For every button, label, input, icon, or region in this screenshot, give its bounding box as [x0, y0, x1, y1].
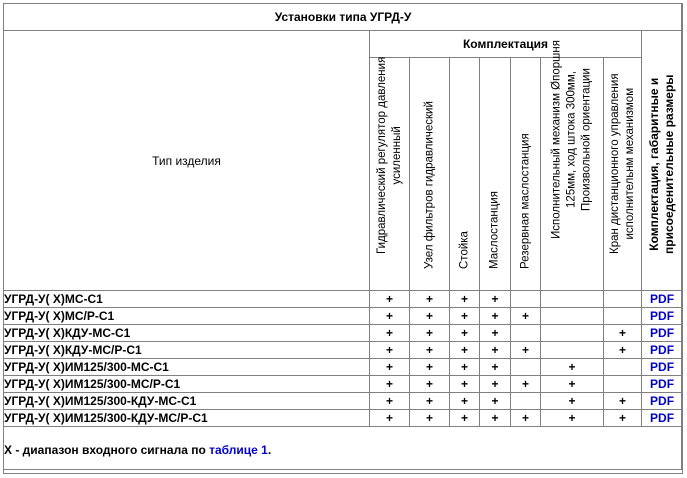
- mark-cell: +: [410, 342, 450, 359]
- product-name: УГРД-У( Х)ИМ125/300-КДУ-МС/Р-С1: [4, 410, 370, 427]
- column-header-3: [450, 58, 480, 291]
- mark-cell: +: [480, 359, 511, 376]
- mark-cell: +: [450, 291, 480, 308]
- mark-cell: +: [480, 291, 511, 308]
- product-name: УГРД-У( Х)ИМ125/300-МС/Р-С1: [4, 376, 370, 393]
- mark-cell: +: [541, 359, 604, 376]
- footnote-suffix: .: [267, 443, 272, 457]
- dims-header-line1: Комплектация, габаритные и: [647, 77, 662, 251]
- column-header-1: [370, 58, 410, 291]
- column-header-5: [511, 58, 541, 291]
- mark-cell: +: [450, 376, 480, 393]
- column-header-2-line1: Узел фильтров гидравлический: [423, 101, 435, 269]
- mark-cell: +: [410, 410, 450, 427]
- table-row: [4, 410, 683, 427]
- pdf-link[interactable]: PDF: [650, 394, 675, 408]
- mark-cell: [541, 308, 604, 325]
- column-header-7-line2: исполнительнм механизмом: [623, 87, 636, 240]
- mark-cell: +: [370, 325, 410, 342]
- mark-cell: +: [370, 376, 410, 393]
- mark-cell: +: [480, 410, 511, 427]
- table-row: [4, 376, 683, 393]
- mark-cell: +: [410, 393, 450, 410]
- mark-cell: +: [604, 325, 642, 342]
- mark-cell: +: [511, 308, 541, 325]
- pdf-cell: [642, 376, 683, 393]
- mark-cell: +: [604, 393, 642, 410]
- product-name: УГРД-У( Х)ИМ125/300-МС-С1: [4, 359, 370, 376]
- table-row: [4, 393, 683, 410]
- mark-cell: +: [370, 342, 410, 359]
- mark-cell: +: [410, 376, 450, 393]
- type-header: Тип изделия: [4, 31, 370, 291]
- pdf-link[interactable]: PDF: [650, 292, 675, 306]
- mark-cell: +: [541, 376, 604, 393]
- mark-cell: +: [541, 410, 604, 427]
- product-name: УГРД-У( Х)МС-С1: [4, 291, 370, 308]
- mark-cell: +: [450, 393, 480, 410]
- table-row: [4, 291, 683, 308]
- mark-cell: +: [370, 291, 410, 308]
- mark-cell: +: [450, 359, 480, 376]
- pdf-link[interactable]: PDF: [650, 377, 675, 391]
- pdf-cell: [642, 393, 683, 410]
- mark-cell: +: [370, 393, 410, 410]
- pdf-cell: [642, 325, 683, 342]
- column-header-2: [410, 58, 450, 291]
- mark-cell: +: [370, 359, 410, 376]
- pdf-cell: [642, 410, 683, 427]
- column-header-5-line1: Резервная маслостанция: [519, 133, 531, 269]
- mark-cell: [541, 325, 604, 342]
- mark-cell: +: [604, 410, 642, 427]
- dims-header: [642, 31, 683, 291]
- mark-cell: +: [370, 308, 410, 325]
- mark-cell: +: [450, 410, 480, 427]
- table-row: [4, 359, 683, 376]
- mark-cell: +: [480, 342, 511, 359]
- product-name: УГРД-У( Х)КДУ-МС/Р-С1: [4, 342, 370, 359]
- mark-cell: +: [410, 359, 450, 376]
- table-row: [4, 325, 683, 342]
- mark-cell: [604, 359, 642, 376]
- mark-cell: +: [410, 325, 450, 342]
- mark-cell: [511, 325, 541, 342]
- mark-cell: [604, 308, 642, 325]
- mark-cell: +: [450, 342, 480, 359]
- pdf-cell: [642, 359, 683, 376]
- kompl-header: Комплектация: [370, 31, 642, 58]
- mark-cell: +: [480, 308, 511, 325]
- pdf-cell: [642, 308, 683, 325]
- column-header-6: [541, 40, 604, 291]
- mark-cell: +: [480, 393, 511, 410]
- column-header-1-line2: усиленный: [390, 126, 403, 185]
- mark-cell: +: [410, 291, 450, 308]
- mark-cell: +: [450, 308, 480, 325]
- mark-cell: +: [370, 410, 410, 427]
- column-header-6-line3: Произвольной ориентации: [580, 68, 593, 211]
- column-header-7: [604, 58, 642, 291]
- mark-cell: +: [450, 325, 480, 342]
- column-header-7-line1: Кран дистанционного управления: [608, 73, 621, 254]
- column-header-1-line1: Гидравлический регулятор давления: [375, 56, 388, 254]
- mark-cell: +: [480, 376, 511, 393]
- pdf-link[interactable]: PDF: [650, 360, 675, 374]
- mark-cell: +: [511, 376, 541, 393]
- pdf-cell: [642, 342, 683, 359]
- table-1-link[interactable]: таблице 1: [209, 443, 268, 457]
- mark-cell: +: [541, 393, 604, 410]
- pdf-link[interactable]: PDF: [650, 326, 675, 340]
- product-name: УГРД-У( Х)ИМ125/300-КДУ-МС-С1: [4, 393, 370, 410]
- mark-cell: [604, 291, 642, 308]
- table-row: [4, 342, 683, 359]
- footnote-prefix: Х - диапазон входного сигнала по: [4, 443, 210, 457]
- product-table: [3, 3, 683, 474]
- dims-header-line2: присоеденительные размеры: [662, 73, 677, 254]
- column-header-6-line2: 125мм, ход штока 300мм,: [565, 71, 578, 208]
- mark-cell: +: [604, 342, 642, 359]
- pdf-cell: [642, 291, 683, 308]
- column-header-6-line1: Исполнительный механизм Øпоршня: [550, 40, 563, 239]
- footnote: [4, 427, 683, 474]
- mark-cell: +: [410, 308, 450, 325]
- column-header-3-line1: Стойка: [458, 231, 470, 269]
- mark-cell: +: [511, 342, 541, 359]
- pdf-link[interactable]: PDF: [650, 343, 675, 357]
- mark-cell: [511, 359, 541, 376]
- table-title: Установки типа УГРД-У: [4, 4, 683, 31]
- mark-cell: +: [480, 325, 511, 342]
- mark-cell: [541, 291, 604, 308]
- column-header-4: [480, 58, 511, 291]
- mark-cell: [541, 342, 604, 359]
- mark-cell: [604, 376, 642, 393]
- product-name: УГРД-У( Х)МС/Р-С1: [4, 308, 370, 325]
- product-name: УГРД-У( Х)КДУ-МС-С1: [4, 325, 370, 342]
- table-row: [4, 308, 683, 325]
- column-header-4-line1: Маслостанция: [488, 191, 501, 269]
- mark-cell: +: [511, 410, 541, 427]
- mark-cell: [511, 291, 541, 308]
- mark-cell: [511, 393, 541, 410]
- pdf-link[interactable]: PDF: [650, 309, 675, 323]
- pdf-link[interactable]: PDF: [650, 411, 675, 425]
